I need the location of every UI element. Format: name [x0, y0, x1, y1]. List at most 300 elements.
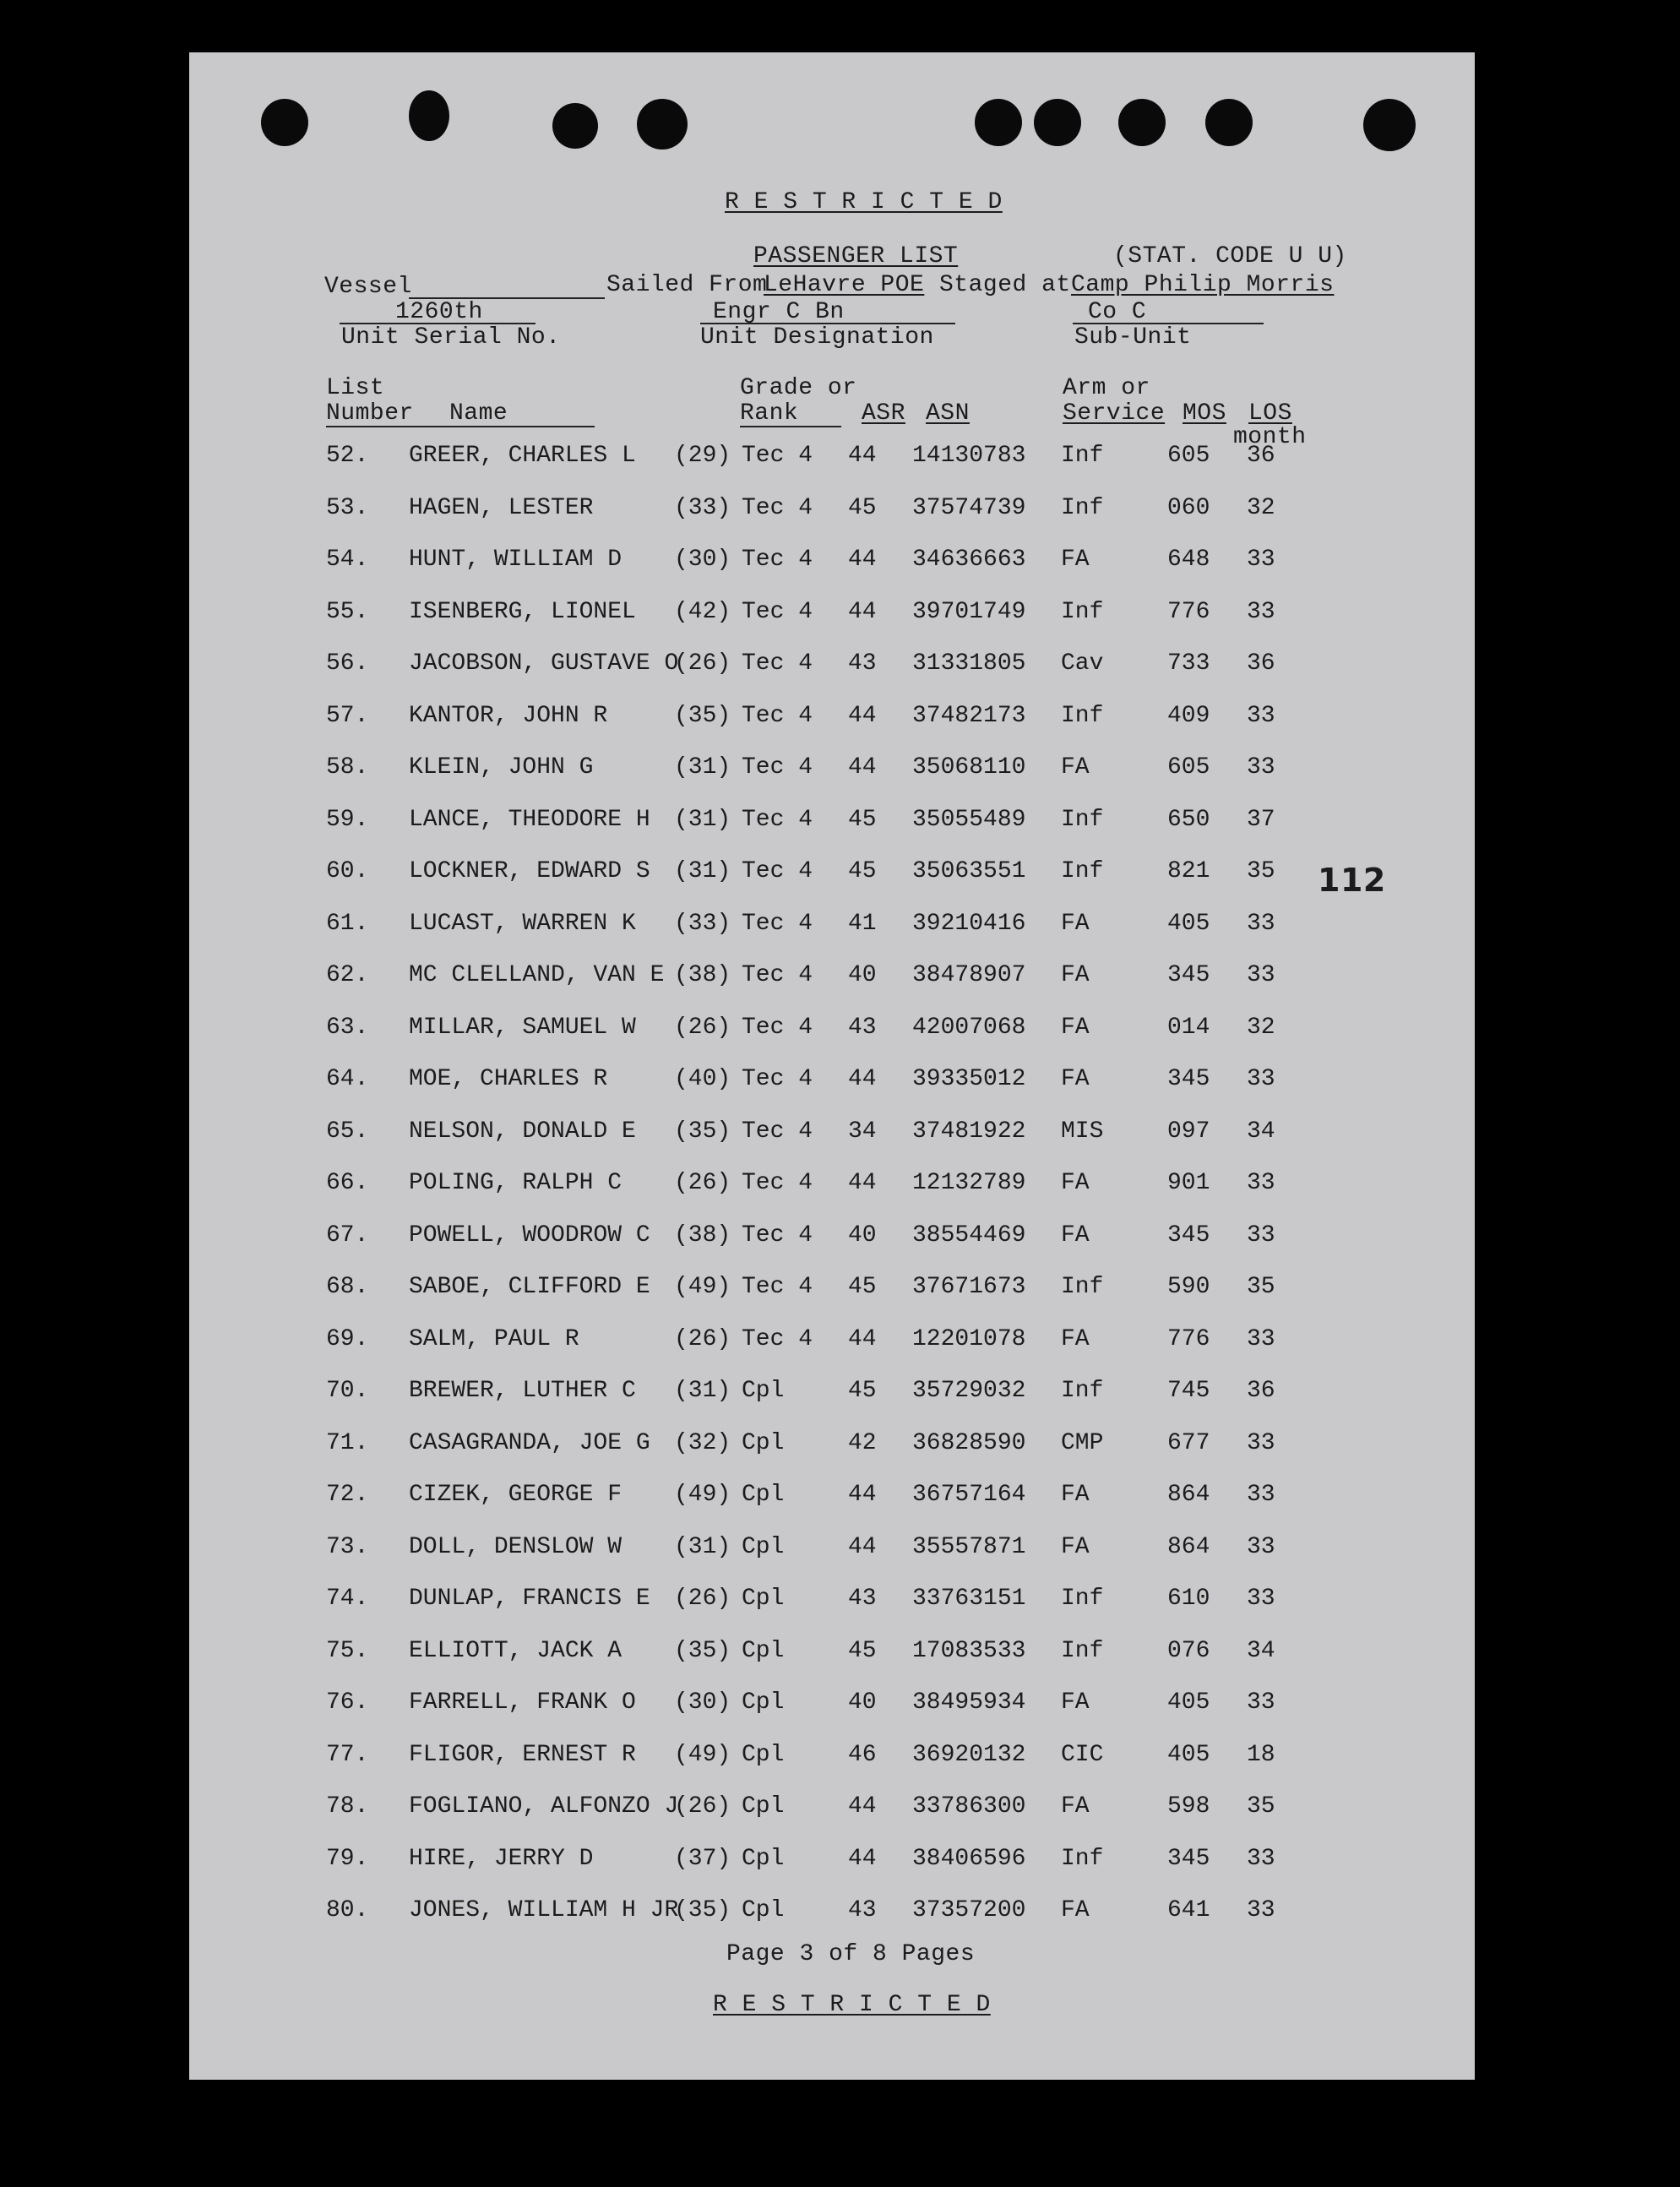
unit-serial-value: 1260th	[395, 299, 483, 325]
cell-asn: 12132789	[912, 1170, 1026, 1196]
cell-num: 65.	[326, 1118, 369, 1145]
cell-arm: FA	[1061, 911, 1090, 937]
cell-arm: Inf	[1061, 599, 1104, 625]
cell-age: (31)	[674, 754, 731, 781]
cell-los: 33	[1247, 547, 1275, 573]
cell-age: (49)	[674, 1274, 731, 1300]
cell-los: 33	[1247, 754, 1275, 781]
cell-num: 56.	[326, 650, 369, 677]
cell-arm: FA	[1061, 1066, 1090, 1092]
cell-rank: Tec 4	[742, 599, 813, 625]
cell-mos: 345	[1167, 1846, 1210, 1872]
table-row	[189, 1274, 1475, 1308]
table-row	[189, 962, 1475, 996]
cell-rank: Cpl	[742, 1586, 785, 1612]
cell-los: 34	[1247, 1118, 1275, 1145]
cell-asr: 41	[848, 911, 877, 937]
cell-arm: FA	[1061, 1534, 1090, 1560]
table-row	[189, 1586, 1475, 1619]
cell-num: 55.	[326, 599, 369, 625]
cell-num: 66.	[326, 1170, 369, 1196]
cell-num: 61.	[326, 911, 369, 937]
cell-rank: Tec 4	[742, 962, 813, 988]
table-row	[189, 1482, 1475, 1515]
unit-designation-label: Unit Designation	[700, 324, 934, 351]
cell-rank: Tec 4	[742, 1326, 813, 1352]
cell-los: 35	[1247, 858, 1275, 884]
cell-asn: 39210416	[912, 911, 1026, 937]
cell-los: 33	[1247, 962, 1275, 988]
cell-arm: FA	[1061, 1482, 1090, 1508]
cell-mos: 821	[1167, 858, 1210, 884]
table-row	[189, 1430, 1475, 1464]
cell-rank: Cpl	[742, 1378, 785, 1404]
cell-age: (29)	[674, 443, 731, 469]
cell-age: (49)	[674, 1482, 731, 1508]
cell-name: HIRE, JERRY D	[409, 1846, 594, 1872]
cell-asn: 37671673	[912, 1274, 1026, 1300]
cell-arm: Inf	[1061, 1586, 1104, 1612]
cell-los: 33	[1247, 1430, 1275, 1456]
cell-mos: 345	[1167, 1066, 1210, 1092]
col-los-unit: month	[1233, 424, 1307, 450]
cell-num: 68.	[326, 1274, 369, 1300]
cell-mos: 405	[1167, 1742, 1210, 1768]
table-row	[189, 1066, 1475, 1100]
cell-num: 59.	[326, 807, 369, 833]
col-number: Number	[326, 400, 414, 427]
cell-rank: Cpl	[742, 1430, 785, 1456]
cell-age: (26)	[674, 1015, 731, 1041]
cell-num: 76.	[326, 1689, 369, 1716]
cell-asn: 39335012	[912, 1066, 1026, 1092]
cell-rank: Tec 4	[742, 911, 813, 937]
cell-arm: Inf	[1061, 858, 1104, 884]
sailed-from-value: LeHavre POE	[764, 272, 925, 298]
cell-los: 32	[1247, 1015, 1275, 1041]
cell-los: 34	[1247, 1638, 1275, 1664]
cell-arm: Inf	[1061, 807, 1104, 833]
cell-los: 36	[1247, 443, 1275, 469]
cell-asn: 37481922	[912, 1118, 1026, 1145]
cell-age: (33)	[674, 495, 731, 521]
cell-name: CIZEK, GEORGE F	[409, 1482, 623, 1508]
cell-asn: 38478907	[912, 962, 1026, 988]
cell-asr: 44	[848, 547, 877, 573]
cell-name: LUCAST, WARREN K	[409, 911, 636, 937]
vessel-label: Vessel	[324, 274, 412, 300]
cell-name: DUNLAP, FRANCIS E	[409, 1586, 650, 1612]
cell-mos: 405	[1167, 1689, 1210, 1716]
cell-num: 63.	[326, 1015, 369, 1041]
cell-asr: 44	[848, 1482, 877, 1508]
cell-asn: 35068110	[912, 754, 1026, 781]
cell-age: (32)	[674, 1430, 731, 1456]
cell-mos: 864	[1167, 1534, 1210, 1560]
cell-num: 72.	[326, 1482, 369, 1508]
cell-rank: Tec 4	[742, 807, 813, 833]
cell-age: (35)	[674, 1638, 731, 1664]
cell-asr: 44	[848, 1534, 877, 1560]
cell-asn: 12201078	[912, 1326, 1026, 1352]
cell-age: (35)	[674, 1897, 731, 1923]
cell-asr: 44	[848, 599, 877, 625]
cell-asr: 45	[848, 858, 877, 884]
cell-arm: CMP	[1061, 1430, 1104, 1456]
cell-mos: 405	[1167, 911, 1210, 937]
staged-at-value: Camp Philip Morris	[1071, 272, 1335, 298]
cell-mos: 060	[1167, 495, 1210, 521]
cell-name: MOE, CHARLES R	[409, 1066, 608, 1092]
cell-los: 33	[1247, 1586, 1275, 1612]
cell-name: JONES, WILLIAM H JR	[409, 1897, 679, 1923]
table-row	[189, 547, 1475, 580]
cell-mos: 733	[1167, 650, 1210, 677]
cell-asr: 43	[848, 650, 877, 677]
table-row	[189, 1118, 1475, 1152]
cell-age: (42)	[674, 599, 731, 625]
cell-mos: 014	[1167, 1015, 1210, 1041]
cell-arm: Inf	[1061, 495, 1104, 521]
cell-name: ELLIOTT, JACK A	[409, 1638, 623, 1664]
cell-age: (31)	[674, 807, 731, 833]
cell-asn: 37482173	[912, 703, 1026, 729]
cell-mos: 590	[1167, 1274, 1210, 1300]
cell-num: 80.	[326, 1897, 369, 1923]
cell-los: 35	[1247, 1793, 1275, 1820]
table-row	[189, 495, 1475, 529]
cell-asn: 38495934	[912, 1689, 1026, 1716]
cell-los: 33	[1247, 703, 1275, 729]
cell-rank: Tec 4	[742, 754, 813, 781]
cell-asr: 44	[848, 1170, 877, 1196]
cell-arm: FA	[1061, 1897, 1090, 1923]
unit-serial-label: Unit Serial No.	[341, 324, 561, 351]
cell-rank: Tec 4	[742, 1222, 813, 1249]
cell-rank: Tec 4	[742, 1274, 813, 1300]
cell-arm: FA	[1061, 1015, 1090, 1041]
table-row	[189, 703, 1475, 737]
cell-mos: 648	[1167, 547, 1210, 573]
cell-los: 33	[1247, 911, 1275, 937]
cell-mos: 605	[1167, 443, 1210, 469]
cell-age: (26)	[674, 1170, 731, 1196]
cell-rank: Tec 4	[742, 1118, 813, 1145]
col-asn: ASN	[926, 400, 970, 427]
cell-num: 54.	[326, 547, 369, 573]
cell-age: (38)	[674, 1222, 731, 1249]
cell-arm: FA	[1061, 1170, 1090, 1196]
table-row	[189, 443, 1475, 476]
col-arm: Arm or	[1063, 375, 1150, 401]
cell-asr: 46	[848, 1742, 877, 1768]
cell-los: 33	[1247, 1689, 1275, 1716]
staged-at-label: Staged at	[939, 272, 1071, 298]
cell-age: (30)	[674, 1689, 731, 1716]
cell-mos: 409	[1167, 703, 1210, 729]
cell-age: (49)	[674, 1742, 731, 1768]
passenger-list-title: PASSENGER LIST	[753, 243, 959, 269]
table-row	[189, 1689, 1475, 1723]
cell-asn: 35055489	[912, 807, 1026, 833]
cell-num: 58.	[326, 754, 369, 781]
cell-los: 36	[1247, 650, 1275, 677]
cell-rank: Cpl	[742, 1534, 785, 1560]
cell-asn: 33763151	[912, 1586, 1026, 1612]
page-indicator: Page 3 of 8 Pages	[726, 1941, 976, 1967]
cell-rank: Tec 4	[742, 1066, 813, 1092]
cell-num: 57.	[326, 703, 369, 729]
table-row	[189, 1793, 1475, 1827]
cell-asr: 44	[848, 1846, 877, 1872]
restricted-top: R E S T R I C T E D	[725, 189, 1003, 215]
cell-asr: 45	[848, 807, 877, 833]
cell-name: MC CLELLAND, VAN E	[409, 962, 665, 988]
cell-rank: Tec 4	[742, 495, 813, 521]
cell-los: 33	[1247, 1482, 1275, 1508]
cell-arm: FA	[1061, 754, 1090, 781]
cell-asr: 44	[848, 443, 877, 469]
cell-asr: 42	[848, 1430, 877, 1456]
cell-asr: 44	[848, 703, 877, 729]
cell-rank: Tec 4	[742, 1170, 813, 1196]
cell-arm: Inf	[1061, 1638, 1104, 1664]
cell-num: 64.	[326, 1066, 369, 1092]
table-row	[189, 599, 1475, 633]
cell-age: (26)	[674, 650, 731, 677]
cell-los: 33	[1247, 1534, 1275, 1560]
cell-name: DOLL, DENSLOW W	[409, 1534, 623, 1560]
cell-los: 37	[1247, 807, 1275, 833]
cell-num: 77.	[326, 1742, 369, 1768]
cell-arm: Cav	[1061, 650, 1104, 677]
cell-asr: 43	[848, 1897, 877, 1923]
cell-num: 74.	[326, 1586, 369, 1612]
cell-name: BREWER, LUTHER C	[409, 1378, 636, 1404]
cell-mos: 745	[1167, 1378, 1210, 1404]
cell-los: 33	[1247, 599, 1275, 625]
passenger-rows	[189, 52, 1475, 2080]
cell-name: FARRELL, FRANK O	[409, 1689, 636, 1716]
cell-arm: FA	[1061, 547, 1090, 573]
cell-los: 33	[1247, 1222, 1275, 1249]
cell-asn: 36757164	[912, 1482, 1026, 1508]
table-row	[189, 1378, 1475, 1412]
table-row	[189, 754, 1475, 788]
cell-asr: 40	[848, 1689, 877, 1716]
cell-num: 79.	[326, 1846, 369, 1872]
cell-asn: 34636663	[912, 547, 1026, 573]
cell-arm: Inf	[1061, 1378, 1104, 1404]
cell-mos: 097	[1167, 1118, 1210, 1145]
cell-age: (35)	[674, 1118, 731, 1145]
cell-asn: 38554469	[912, 1222, 1026, 1249]
sailed-from-label: Sailed From	[606, 272, 768, 298]
cell-age: (31)	[674, 1534, 731, 1560]
restricted-bottom: R E S T R I C T E D	[713, 1992, 991, 2018]
cell-num: 69.	[326, 1326, 369, 1352]
cell-mos: 650	[1167, 807, 1210, 833]
cell-rank: Cpl	[742, 1742, 785, 1768]
cell-arm: FA	[1061, 1689, 1090, 1716]
cell-age: (38)	[674, 962, 731, 988]
cell-num: 52.	[326, 443, 369, 469]
cell-mos: 864	[1167, 1482, 1210, 1508]
col-list: List	[326, 375, 385, 401]
cell-asr: 40	[848, 1222, 877, 1249]
cell-asr: 44	[848, 754, 877, 781]
table-row	[189, 1846, 1475, 1880]
cell-asn: 36828590	[912, 1430, 1026, 1456]
cell-asr: 45	[848, 1274, 877, 1300]
cell-age: (33)	[674, 911, 731, 937]
cell-los: 33	[1247, 1326, 1275, 1352]
cell-asn: 31331805	[912, 650, 1026, 677]
cell-asr: 45	[848, 495, 877, 521]
cell-mos: 598	[1167, 1793, 1210, 1820]
cell-rank: Cpl	[742, 1482, 785, 1508]
cell-age: (37)	[674, 1846, 731, 1872]
cell-name: HUNT, WILLIAM D	[409, 547, 623, 573]
cell-name: SABOE, CLIFFORD E	[409, 1274, 650, 1300]
cell-asr: 44	[848, 1326, 877, 1352]
sub-unit-value: Co C	[1088, 299, 1147, 325]
cell-mos: 076	[1167, 1638, 1210, 1664]
cell-asn: 35063551	[912, 858, 1026, 884]
cell-rank: Cpl	[742, 1793, 785, 1820]
cell-age: (26)	[674, 1586, 731, 1612]
cell-arm: FA	[1061, 1326, 1090, 1352]
cell-los: 32	[1247, 495, 1275, 521]
cell-num: 71.	[326, 1430, 369, 1456]
cell-name: POWELL, WOODROW C	[409, 1222, 650, 1249]
cell-asn: 36920132	[912, 1742, 1026, 1768]
table-row	[189, 911, 1475, 944]
cell-num: 73.	[326, 1534, 369, 1560]
cell-los: 33	[1247, 1066, 1275, 1092]
cell-arm: Inf	[1061, 1274, 1104, 1300]
cell-asn: 35557871	[912, 1534, 1026, 1560]
cell-rank: Tec 4	[742, 703, 813, 729]
table-row	[189, 650, 1475, 684]
cell-age: (30)	[674, 547, 731, 573]
col-rank: Rank	[740, 400, 799, 427]
cell-los: 33	[1247, 1897, 1275, 1923]
cell-name: JACOBSON, GUSTAVE O	[409, 650, 679, 677]
cell-name: ISENBERG, LIONEL	[409, 599, 636, 625]
cell-num: 62.	[326, 962, 369, 988]
cell-arm: Inf	[1061, 703, 1104, 729]
cell-mos: 605	[1167, 754, 1210, 781]
cell-mos: 641	[1167, 1897, 1210, 1923]
cell-mos: 677	[1167, 1430, 1210, 1456]
cell-rank: Tec 4	[742, 858, 813, 884]
cell-rank: Cpl	[742, 1638, 785, 1664]
cell-name: MILLAR, SAMUEL W	[409, 1015, 636, 1041]
cell-asn: 14130783	[912, 443, 1026, 469]
cell-rank: Tec 4	[742, 547, 813, 573]
table-row	[189, 1897, 1475, 1931]
cell-asn: 42007068	[912, 1015, 1026, 1041]
cell-asn: 33786300	[912, 1793, 1026, 1820]
cell-num: 67.	[326, 1222, 369, 1249]
col-name: Name	[449, 400, 508, 427]
table-row	[189, 1742, 1475, 1776]
cell-asn: 35729032	[912, 1378, 1026, 1404]
cell-age: (35)	[674, 703, 731, 729]
table-row	[189, 1638, 1475, 1672]
cell-mos: 901	[1167, 1170, 1210, 1196]
cell-rank: Cpl	[742, 1897, 785, 1923]
cell-name: FOGLIANO, ALFONZO J	[409, 1793, 679, 1820]
cell-asn: 37357200	[912, 1897, 1026, 1923]
cell-asr: 44	[848, 1066, 877, 1092]
cell-asr: 44	[848, 1793, 877, 1820]
cell-los: 35	[1247, 1274, 1275, 1300]
cell-name: NELSON, DONALD E	[409, 1118, 636, 1145]
table-row	[189, 1170, 1475, 1204]
cell-name: POLING, RALPH C	[409, 1170, 623, 1196]
table-row	[189, 1015, 1475, 1048]
cell-los: 33	[1247, 1846, 1275, 1872]
cell-num: 60.	[326, 858, 369, 884]
cell-arm: Inf	[1061, 1846, 1104, 1872]
table-row	[189, 1222, 1475, 1256]
cell-los: 36	[1247, 1378, 1275, 1404]
cell-rank: Tec 4	[742, 443, 813, 469]
cell-asn: 38406596	[912, 1846, 1026, 1872]
cell-arm: FA	[1061, 1793, 1090, 1820]
cell-mos: 345	[1167, 962, 1210, 988]
cell-mos: 610	[1167, 1586, 1210, 1612]
cell-age: (26)	[674, 1793, 731, 1820]
cell-asn: 39701749	[912, 599, 1026, 625]
cell-age: (31)	[674, 858, 731, 884]
cell-rank: Cpl	[742, 1689, 785, 1716]
cell-asr: 40	[848, 962, 877, 988]
cell-age: (40)	[674, 1066, 731, 1092]
sub-unit-label: Sub-Unit	[1074, 324, 1192, 351]
cell-arm: Inf	[1061, 443, 1104, 469]
table-row	[189, 858, 1475, 892]
col-service: Service	[1063, 400, 1166, 427]
cell-name: LOCKNER, EDWARD S	[409, 858, 650, 884]
cell-name: GREER, CHARLES L	[409, 443, 636, 469]
table-row	[189, 1534, 1475, 1568]
col-los: LOS	[1248, 400, 1292, 427]
cell-mos: 776	[1167, 599, 1210, 625]
col-mos: MOS	[1183, 400, 1226, 427]
cell-num: 78.	[326, 1793, 369, 1820]
cell-num: 75.	[326, 1638, 369, 1664]
cell-asr: 43	[848, 1586, 877, 1612]
cell-los: 18	[1247, 1742, 1275, 1768]
cell-asn: 37574739	[912, 495, 1026, 521]
cell-mos: 345	[1167, 1222, 1210, 1249]
cell-arm: FA	[1061, 1222, 1090, 1249]
cell-asr: 34	[848, 1118, 877, 1145]
table-row	[189, 1326, 1475, 1360]
cell-name: CASAGRANDA, JOE G	[409, 1430, 650, 1456]
stamp-number: 112	[1318, 862, 1386, 899]
cell-asr: 45	[848, 1378, 877, 1404]
cell-asn: 17083533	[912, 1638, 1026, 1664]
cell-rank: Cpl	[742, 1846, 785, 1872]
cell-num: 53.	[326, 495, 369, 521]
unit-designation-value: Engr C Bn	[713, 299, 845, 325]
col-asr: ASR	[862, 400, 905, 427]
col-grade: Grade or	[740, 375, 857, 401]
